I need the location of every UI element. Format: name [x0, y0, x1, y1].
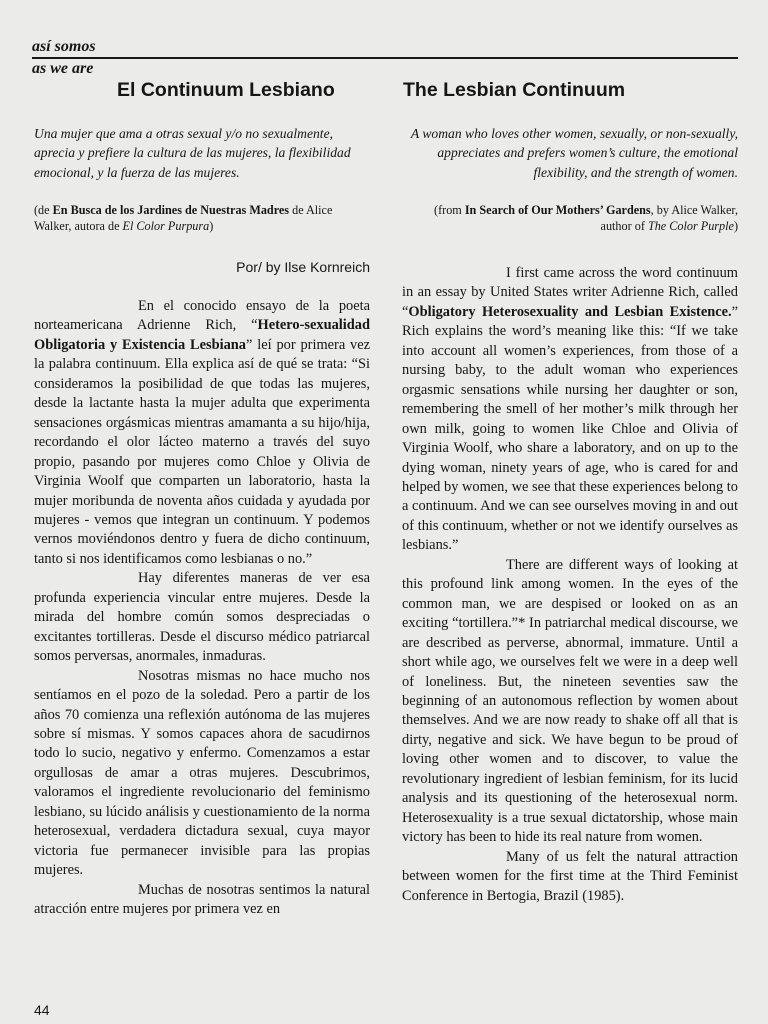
credit-english [402, 202, 738, 234]
credit-mid: de Alice Walker, autora de [34, 203, 333, 233]
section-label-en: as we are [32, 60, 94, 77]
paragraph: Muchas de nosotras sentimos la natural atracción entre mujeres por primera vez en [34, 881, 370, 918]
credit-pre: (from [434, 203, 465, 217]
paragraph [402, 264, 738, 556]
section-header [32, 38, 738, 56]
credit-post: ) [209, 219, 214, 233]
credit-post: ) [733, 219, 738, 233]
title-english: The Lesbian Continuum [403, 79, 626, 101]
body-spanish [34, 297, 370, 920]
credit-mid: , by Alice Walker, author of [600, 203, 738, 233]
essay-title: Hetero-sexualidad Obligatoria y Existencia Lesbiana [34, 317, 370, 353]
epigraph-spanish: Una mujer que ama a otras sexual y/o no sexualmente, aprecia y prefiere la cultura de las mujeres, la flexibilidad emocional, y la fuerza de las mujeres. [34, 126, 351, 180]
paragraph: Hay diferentes maneras de ver esa profunda experiencia vincular entre mujeres. Desde la mirada del hombre común somos despreciadas o excitantes tortilleras. Desde el discurso médico patriarcal somos perversas, anormales, inmaduras. [34, 570, 370, 665]
body-english [402, 264, 738, 906]
credit-title: The Color Purple [647, 219, 734, 233]
paragraph: There are different ways of looking at this profound link among women. In the eyes of the common man, we are despised or looked on as an exciting “tortillera.”* In patriarchal medical discourse, we are described as perverse, abnormal, immature. Until a short while ago, we ourselves felt we were in a deep well of loneliness. But, the nineteen seventies saw the beginning of an autonomous reflection by women about themselves. And we are now ready to shake off all that is dirty, negative and sick. We have begun to be proud of loving other women and to discover, to value the revolutionary ingredient of lesbian feminism, for its lucid analysis and its questioning of the heterosexual norm. Heterosexuality is a true sexual dictatorship, whose main victory has been to hide its real nature from women. [402, 556, 738, 846]
credit-pre: (de [34, 203, 53, 217]
credit-book: En Busca de los Jardines de Nuestras Madres [52, 203, 290, 217]
section-label-es: así somos [32, 38, 96, 55]
credit-spanish [34, 202, 370, 234]
title-spanish: El Continuum Lesbiano [117, 79, 335, 101]
byline: Por/ by Ilse Kornreich [236, 259, 370, 275]
text: ” Rich explains the word’s meaning like this: “If we take into account all women’s experiences, from those of a nursing baby, to the adult woman who experiences orgasmic sensations while nursing her daughter or son, remembering the smell of her mother’s milk through her own milk, going to women like Chloe and Olivia of Virginia Woolf, who share a laboratory, and on up to the dying woman, ninety years of age, who is cared for and helped by women, we see that these experiences belong to a continuum. And we can see ourselves moving in and out of this continuum, whether or not we identify ourselves as lesbians.” [402, 303, 738, 554]
page-number: 44 [34, 1002, 50, 1018]
paragraph: Many of us felt the natural attraction between women for the first time at the Third Feminist Conference in Bertogia, Brazil (1985). [402, 848, 738, 904]
text: ” leí por primera vez la palabra continuum. Ella explica así de qué se trata: “Si consideramos la posibilidad de que todas las mujeres, desde la lactante hasta la mujer adulta que experimenta sensaciones orgásmicas mientras amamanta a su hijo/hija, recordando el olor lácteo materno a través del suyo propio, pasando por mujeres como Chloe y Olivia de Virginia Woolf que comparten un laboratorio, hasta la mujer moribunda de noventa años cuidada y ayudada por mujeres - vemos que integran un continuum. Y podemos vernos moviéndonos dentro y fuera de dicho continuum, tanto si nos identificamos como lesbianas o no.” [34, 336, 371, 567]
epigraph-english: A woman who loves other women, sexually, or non-sexually, appreciates and prefers women’s culture, the emotional flexibility, and the strength of women. [410, 126, 738, 180]
text: I first came across the word continuum in an essay by United States writer Adrienne Rich, called “ [402, 265, 738, 320]
text: En el conocido ensayo de la poeta norteamericana Adrienne Rich, “ [34, 298, 370, 334]
paragraph: Nosotras mismas no hace mucho nos sentíamos en el pozo de la soledad. Pero a partir de los años 70 comienza una reflexión autónoma de las mujeres sobre sí mismas. Y somos capaces ahora de sacudirnos todo lo sucio, negativo y enfermo. Comenzamos a estar orgullosas de amar a otras mujeres. Descubrimos, valoramos el ingrediente revolucionario del feminismo lesbiano, su lúcido análisis y cuestionamiento de la norma heterosexual, verdadera dictadura sexual, cuya mayor victoria fue permanecer invisible para las propias mujeres. [34, 667, 370, 879]
credit-book: In Search of Our Mothers’ Gardens [464, 203, 651, 217]
paragraph [34, 297, 370, 569]
credit-title: El Color Purpura [122, 219, 210, 233]
essay-title: Obligatory Heterosexuality and Lesbian Existence. [408, 303, 732, 320]
header-rule [32, 57, 738, 59]
